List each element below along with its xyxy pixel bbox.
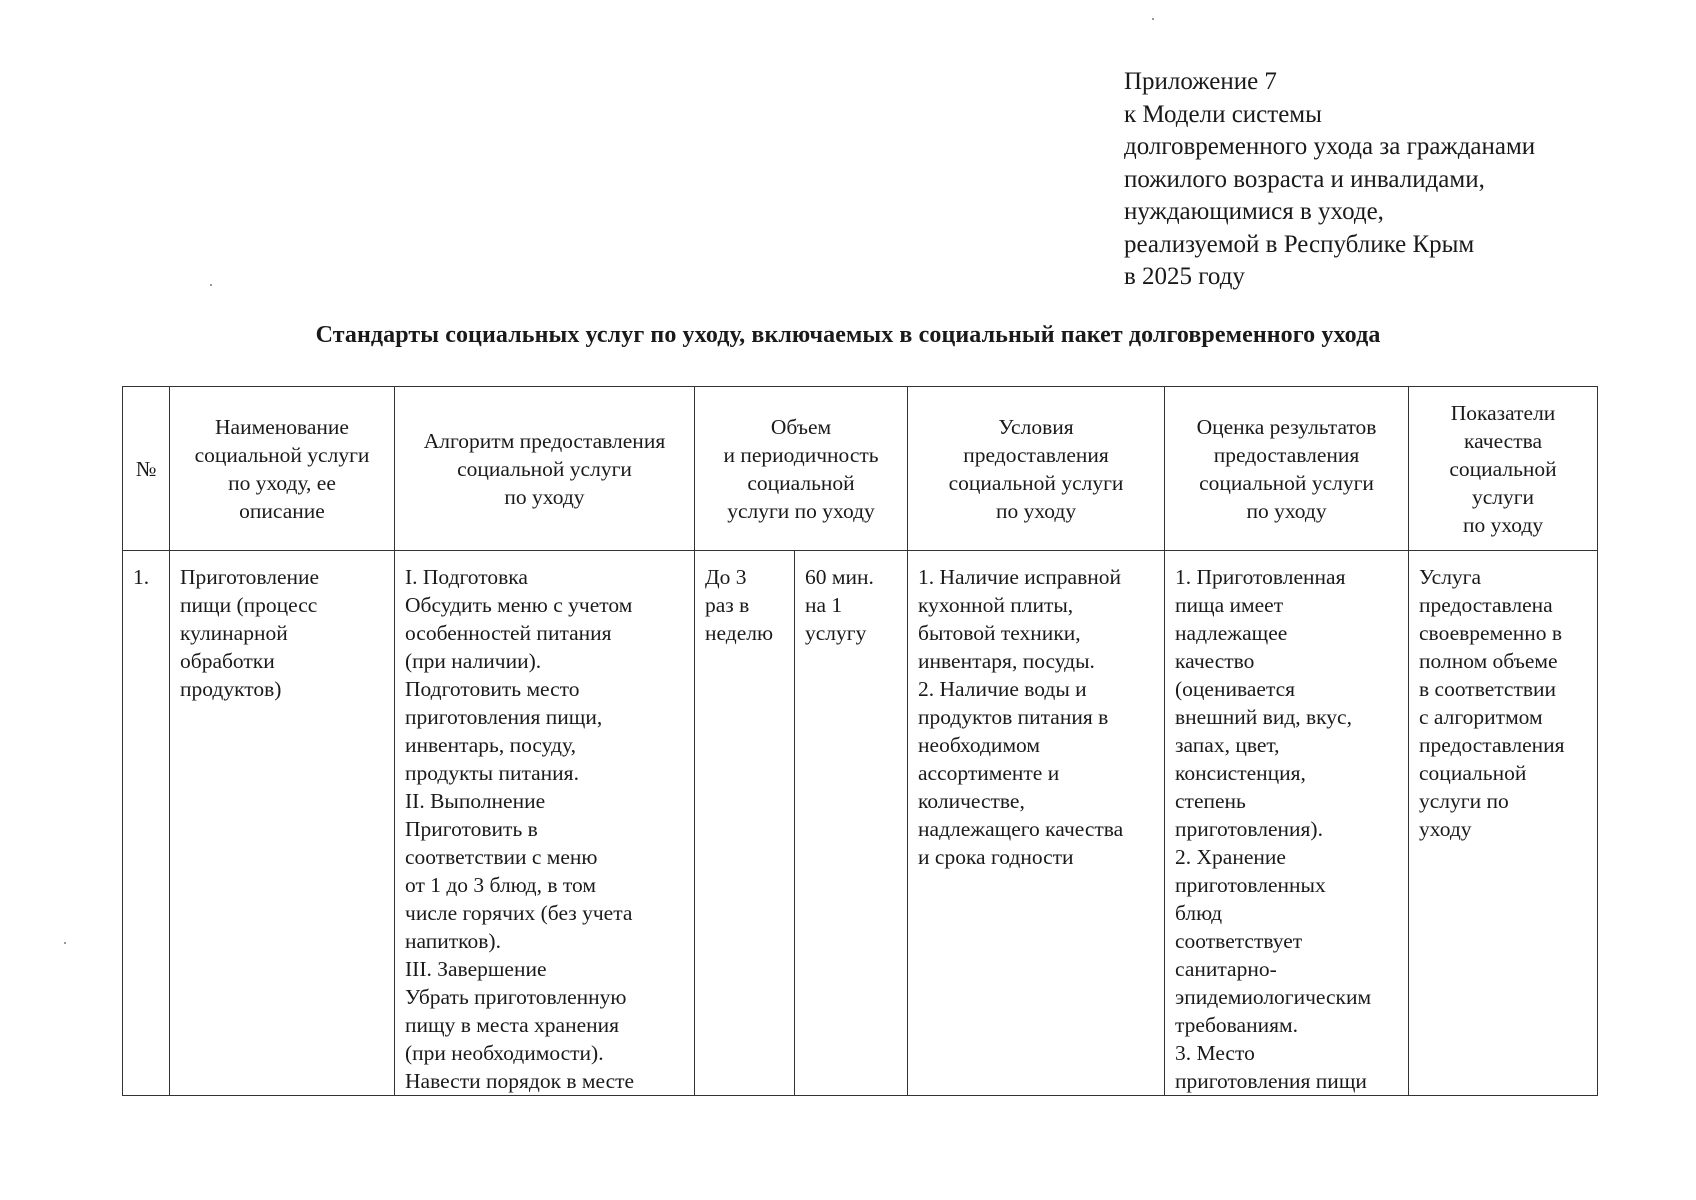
appendix-note — [1124, 66, 1644, 294]
appendix-line: Приложение 7 — [1124, 68, 1277, 95]
table-header-row — [123, 387, 1598, 551]
cell-quality: Услуга предоставлена своевременно в полном объеме в соответствии с алгоритмом предоставления социальной услуги по уходу — [1409, 551, 1598, 1096]
header-conditions: Условия предоставления социальной услуги по уходу — [908, 387, 1165, 551]
cell-evaluation: 1. Приготовленная пища имеет надлежащее качество (оценивается внешний вид, вкус, запах, цвет, консистенция, степень приготовления). 2. Хранение приготовленных блюд соответствует санитарно- эпидемиологическим требованиям. 3. Место приготовления пищи — [1165, 551, 1409, 1096]
appendix-line: в 2025 году — [1124, 263, 1245, 290]
header-evaluation: Оценка результатов предоставления социальной услуги по уходу — [1165, 387, 1409, 551]
cell-conditions: 1. Наличие исправной кухонной плиты, бытовой техники, инвентаря, посуды. 2. Наличие воды и продуктов питания в необходимом ассортименте и количестве, надлежащего качества и срока годности — [908, 551, 1165, 1096]
appendix-line: к Модели системы — [1124, 100, 1322, 128]
cell-service-name: Приготовление пищи (процесс кулинарной обработки продуктов) — [170, 551, 395, 1096]
cell-duration: 60 мин. на 1 услугу — [795, 551, 908, 1096]
appendix-line: реализуемой в Республике Крым — [1124, 230, 1475, 258]
standards-table — [122, 386, 1598, 1096]
header-volume: Объем и периодичность социальной услуги по уходу — [695, 387, 908, 551]
header-service-name: Наименование социальной услуги по уходу, ее описание — [170, 387, 395, 551]
table-row — [123, 551, 1598, 1096]
cell-num: 1. — [123, 551, 170, 1096]
header-num: № — [123, 387, 170, 551]
appendix-line: долговременного ухода за гражданами — [1124, 133, 1536, 160]
appendix-line: пожилого возраста и инвалидами, — [1124, 165, 1485, 193]
document-title: Стандарты социальных услуг по уходу, включаемых в социальный пакет долговременного ухода — [315, 322, 1381, 348]
appendix-line: нуждающимися в уходе, — [1124, 198, 1384, 225]
scan-speck — [210, 284, 212, 286]
header-quality: Показатели качества социальной услуги по уходу — [1409, 387, 1598, 551]
scan-speck — [1152, 18, 1154, 20]
cell-algorithm: I. Подготовка Обсудить меню с учетом особенностей питания (при наличии). Подготовить место приготовления пищи, инвентарь, посуду, продукты питания. II. Выполнение Приготовить в соответствии с меню от 1 до 3 блюд, в том числе горячих (без учета напитков). III. Завершение Убрать приготовленную пищу в места хранения (при необходимости). Навести порядок в месте — [395, 551, 695, 1096]
scan-speck — [64, 942, 66, 944]
cell-frequency: До 3 раз в неделю — [695, 551, 795, 1096]
header-algorithm: Алгоритм предоставления социальной услуги по уходу — [395, 387, 695, 551]
